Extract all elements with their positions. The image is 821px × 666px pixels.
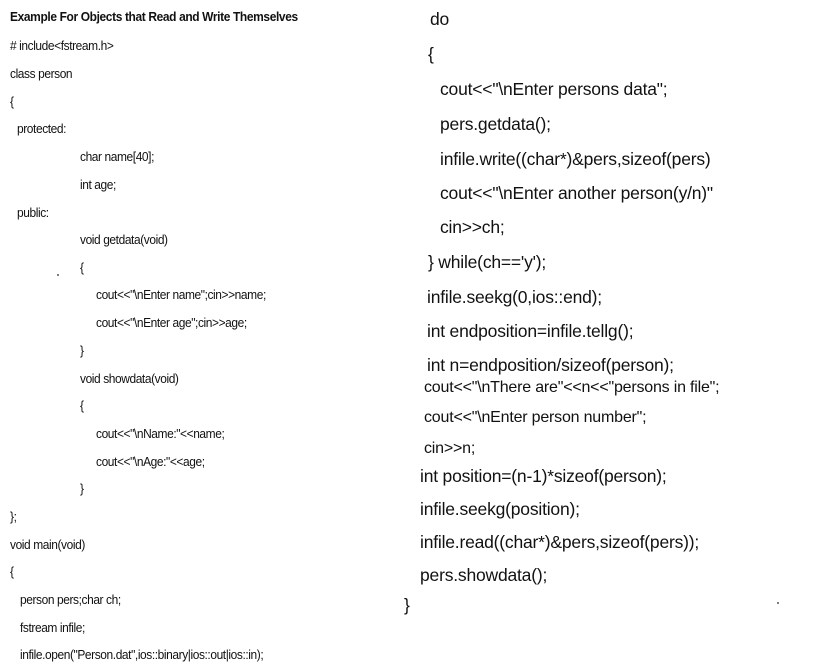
code-line: {	[80, 260, 84, 275]
code-line: void main(void)	[10, 537, 85, 552]
code-line: cout<<"\nName:"<<name;	[96, 426, 225, 441]
code-line: person pers;char ch;	[20, 592, 121, 607]
code-line: cout<<"\nAge:"<<age;	[96, 454, 205, 469]
code-line: }	[80, 343, 84, 358]
code-line: class person	[10, 66, 73, 81]
code-line: {	[428, 44, 434, 64]
code-line: cin>>n;	[424, 440, 476, 457]
code-line: int n=endposition/sizeof(person);	[427, 355, 674, 375]
code-line: {	[80, 398, 84, 413]
code-line: void showdata(void)	[80, 371, 179, 386]
code-line: cout<<"\nEnter another person(y/n)"	[440, 183, 713, 203]
code-line: int position=(n-1)*sizeof(person);	[420, 466, 667, 486]
code-line: }	[404, 595, 410, 615]
code-line: pers.getdata();	[440, 114, 551, 134]
code-line: infile.write((char*)&pers,sizeof(pers)	[440, 149, 711, 169]
code-line: protected:	[17, 121, 67, 136]
right-code-column	[390, 0, 821, 666]
code-line: cout<<"\nEnter persons data";	[440, 79, 668, 99]
code-line: };	[10, 509, 17, 524]
code-line: cin>>ch;	[440, 217, 505, 237]
code-line: infile.read((char*)&pers,sizeof(pers));	[420, 532, 700, 552]
code-line: }	[80, 481, 84, 496]
code-line: cout<<"\nEnter age";cin>>age;	[96, 315, 247, 330]
code-line: int age;	[80, 177, 116, 192]
document-title: Example For Objects that Read and Write Themselves	[10, 9, 298, 24]
code-line: # include<fstream.h>	[10, 38, 114, 53]
code-line: int endposition=infile.tellg();	[427, 321, 634, 341]
code-line: } while(ch=='y');	[428, 252, 547, 272]
code-line: cout<<"\nEnter name";cin>>name;	[96, 287, 266, 302]
code-line: do	[430, 9, 450, 29]
code-line: cout<<"\nThere are"<<n<<"persons in file";	[424, 379, 720, 396]
code-line: infile.seekg(position);	[420, 499, 580, 519]
code-line: infile.seekg(0,ios::end);	[427, 287, 602, 307]
scan-speck	[57, 274, 59, 276]
scan-speck	[777, 602, 779, 604]
code-line: {	[10, 94, 14, 109]
code-line: cout<<"\nEnter person number";	[424, 409, 647, 426]
code-line: fstream infile;	[20, 620, 85, 635]
code-line: char name[40];	[80, 149, 154, 164]
code-line: pers.showdata();	[420, 565, 548, 585]
code-line: infile.open("Person.dat",ios::binary|ios::out|ios::in);	[20, 647, 264, 662]
left-code-column	[0, 0, 390, 666]
code-line: {	[10, 564, 14, 579]
code-line: void getdata(void)	[80, 232, 168, 247]
code-line: public:	[17, 205, 49, 220]
